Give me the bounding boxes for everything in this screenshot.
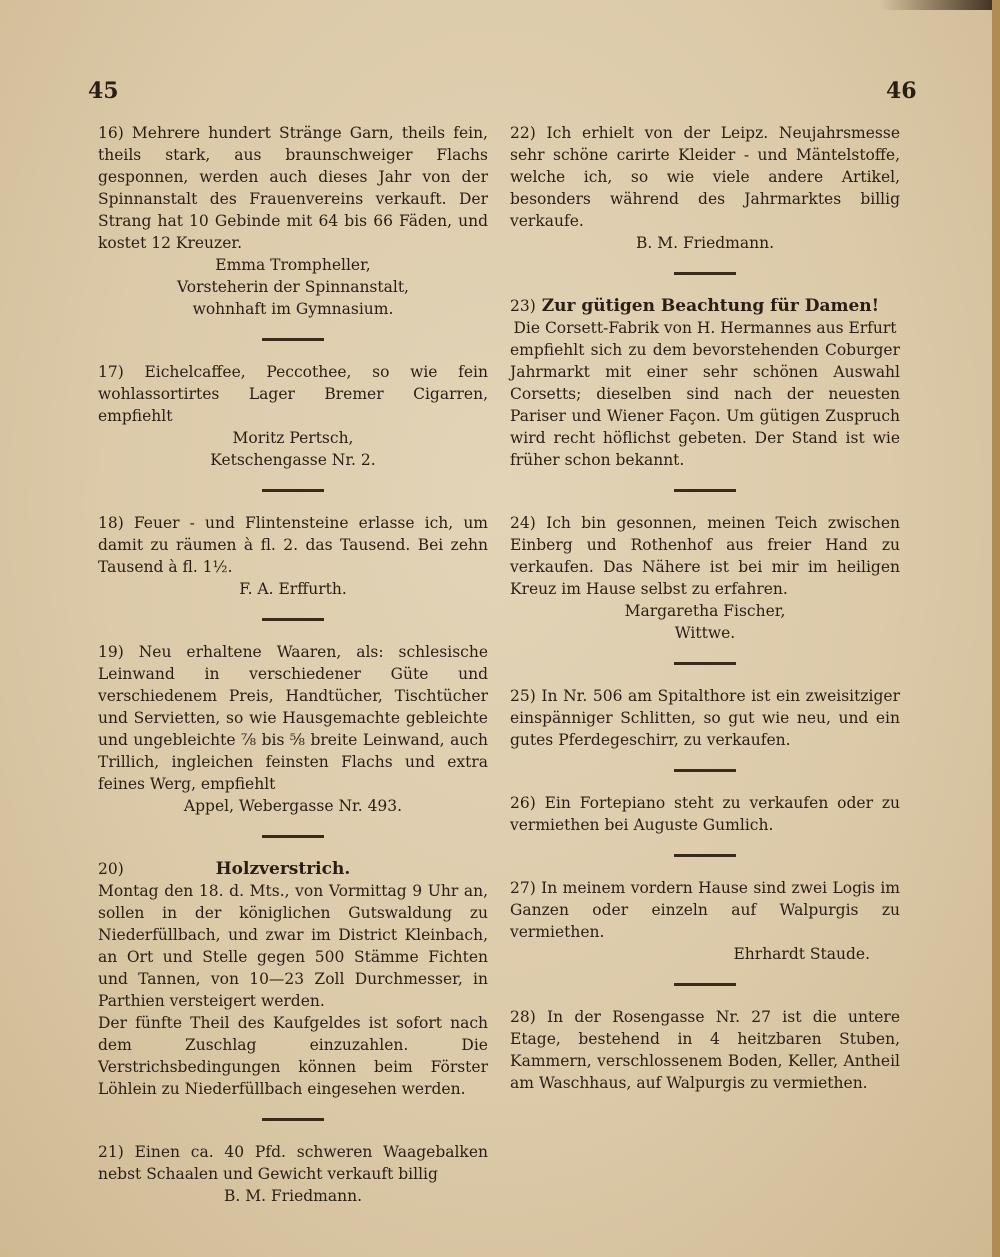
ad-18-signature-line: F. A. Erffurth.	[239, 580, 347, 598]
ad-20	[98, 858, 488, 1100]
ad-27-signature-line: Ehrhardt Staude.	[733, 945, 870, 963]
ad-16	[98, 122, 488, 320]
ad-18-text: 18) Feuer - und Flintensteine erlasse ich, um damit zu räumen à fl. 2. das Tausend. Bei zehn Tausend à fl. 1½.	[98, 514, 488, 576]
ad-23-title: Zur gütigen Beachtung für Damen!	[541, 296, 880, 316]
page-number-right: 46	[886, 78, 917, 104]
ad-21-text: 21) Einen ca. 40 Pfd. schweren Waagebalken nebst Schaalen und Gewicht verkauft billig	[98, 1143, 488, 1183]
scan-shadow	[880, 0, 1000, 10]
ad-24-text: 24) Ich bin gesonnen, meinen Teich zwischen Einberg und Rothenhof aus freier Hand zu verkaufen. Das Nähere ist bei mir im heiligen Kreuz im Hause selbst zu erfahren.	[510, 514, 900, 598]
ad-16-signature-line: Emma Trompheller,	[215, 256, 371, 274]
page-edge	[992, 0, 1000, 1257]
ad-23-heading	[510, 295, 900, 317]
ad-23-number: 23)	[510, 297, 536, 315]
ad-19	[98, 641, 488, 817]
ad-22	[510, 122, 900, 254]
ad-20-text: Der fünfte Theil des Kaufgeldes ist sofort nach dem Zuschlag einzuzahlen. Die Verstrichsbedingungen können beim Förster Löhlein zu Niederfüllbach eingesehen werden.	[98, 1014, 488, 1098]
ad-25-text: 25) In Nr. 506 am Spitalthore ist ein zweisitziger einspänniger Schlitten, so gut wie neu, und ein gutes Pferdegeschirr, zu verkaufen.	[510, 687, 900, 749]
ad-17-signature-line: Moritz Pertsch,	[232, 429, 354, 447]
ad-26	[510, 792, 900, 836]
ad-24-signature-line: Margaretha Fischer,	[624, 602, 786, 620]
separator-rule	[262, 618, 324, 621]
separator-rule	[262, 338, 324, 341]
left-column	[98, 122, 488, 1207]
ad-20-heading	[98, 858, 488, 880]
ad-19-signature-line: Appel, Webergasse Nr. 493.	[183, 797, 403, 815]
ad-16-signature-line: wohnhaft im Gymnasium.	[192, 300, 394, 318]
ad-28	[510, 1006, 900, 1094]
separator-rule	[674, 489, 736, 492]
ad-16-text: 16) Mehrere hundert Stränge Garn, theils fein, theils stark, aus braunschweiger Flachs gesponnen, werden auch dieses Jahr von der Spinnanstalt des Frauenvereins verkauft. Der Strang hat 10 Gebinde mit 64 bis 66 Fäden, und kostet 12 Kreuzer.	[98, 124, 488, 252]
ad-24	[510, 512, 900, 644]
ad-16-signature-line: Vorsteherin der Spinnanstalt,	[177, 278, 409, 296]
ad-22-signature-line: B. M. Friedmann.	[635, 234, 775, 252]
separator-rule	[262, 1118, 324, 1121]
ad-26-text: 26) Ein Fortepiano steht zu verkaufen oder zu vermiethen bei Auguste Gumlich.	[510, 794, 900, 834]
ad-23-text: empfiehlt sich zu dem bevorstehenden Coburger Jahrmarkt mit einer sehr schönen Auswahl Corsetts; dieselben sind nach der neuesten Pariser und Wiener Façon. Um gütigen Zuspruch wird recht höflichst gebeten. Der Stand ist wie früher schon bekannt.	[510, 341, 900, 469]
ad-27-text: 27) In meinem vordern Hause sind zwei Logis im Ganzen oder einzeln auf Walpurgis zu vermiethen.	[510, 879, 900, 941]
right-column	[510, 122, 900, 1094]
separator-rule	[262, 489, 324, 492]
ad-19-text: 19) Neu erhaltene Waaren, als: schlesische Leinwand in verschiedener Güte und verschiedenem Preis, Handtücher, Tischtücher und Servietten, so wie Hausgemachte gebleichte und ungebleichte ⅞ bis ⅝ breite Leinwand, auch Trillich, ingleichen feinsten Flachs und extra feines Werg, empfiehlt	[98, 643, 488, 793]
ad-28-text: 28) In der Rosengasse Nr. 27 ist die untere Etage, bestehend in 4 heitzbaren Stuben, Kammern, verschlossenem Boden, Keller, Antheil am Waschhaus, auf Walpurgis zu vermiethen.	[510, 1008, 900, 1092]
ad-20-text: Montag den 18. d. Mts., von Vormittag 9 Uhr an, sollen in der königlichen Gutswaldung zu Niederfüllbach, und zwar im District Kleinbach, an Ort und Stelle gegen 500 Stämme Fichten und Tannen, von 10—23 Zoll Durchmesser, in Parthien versteigert werden.	[98, 882, 488, 1010]
ad-21	[98, 1141, 488, 1207]
ad-17-signature-line: Ketschengasse Nr. 2.	[210, 451, 376, 469]
separator-rule	[674, 854, 736, 857]
separator-rule	[262, 835, 324, 838]
separator-rule	[674, 272, 736, 275]
ad-24-signature-line: Wittwe.	[674, 624, 736, 642]
ad-25	[510, 685, 900, 751]
ad-17-text: 17) Eichelcaffee, Peccothee, so wie fein wohlassortirtes Lager Bremer Cigarren, empfiehlt	[98, 363, 488, 425]
ad-23	[510, 295, 900, 471]
ad-17	[98, 361, 488, 471]
page-number-left: 45	[88, 78, 119, 104]
ad-18	[98, 512, 488, 600]
ad-20-title: Holzverstrich.	[215, 859, 351, 879]
separator-rule	[674, 983, 736, 986]
ad-20-number: 20)	[98, 860, 124, 878]
separator-rule	[674, 769, 736, 772]
ad-27	[510, 877, 900, 965]
ad-23-subline: Die Corsett-Fabrik von H. Hermannes aus Erfurt	[513, 319, 897, 337]
separator-rule	[674, 662, 736, 665]
ad-22-text: 22) Ich erhielt von der Leipz. Neujahrsmesse sehr schöne carirte Kleider - und Mäntelstoffe, welche ich, so wie viele andere Artikel, besonders während des Jahrmarktes billig verkaufe.	[510, 124, 900, 230]
ad-21-signature-line: B. M. Friedmann.	[223, 1187, 363, 1205]
